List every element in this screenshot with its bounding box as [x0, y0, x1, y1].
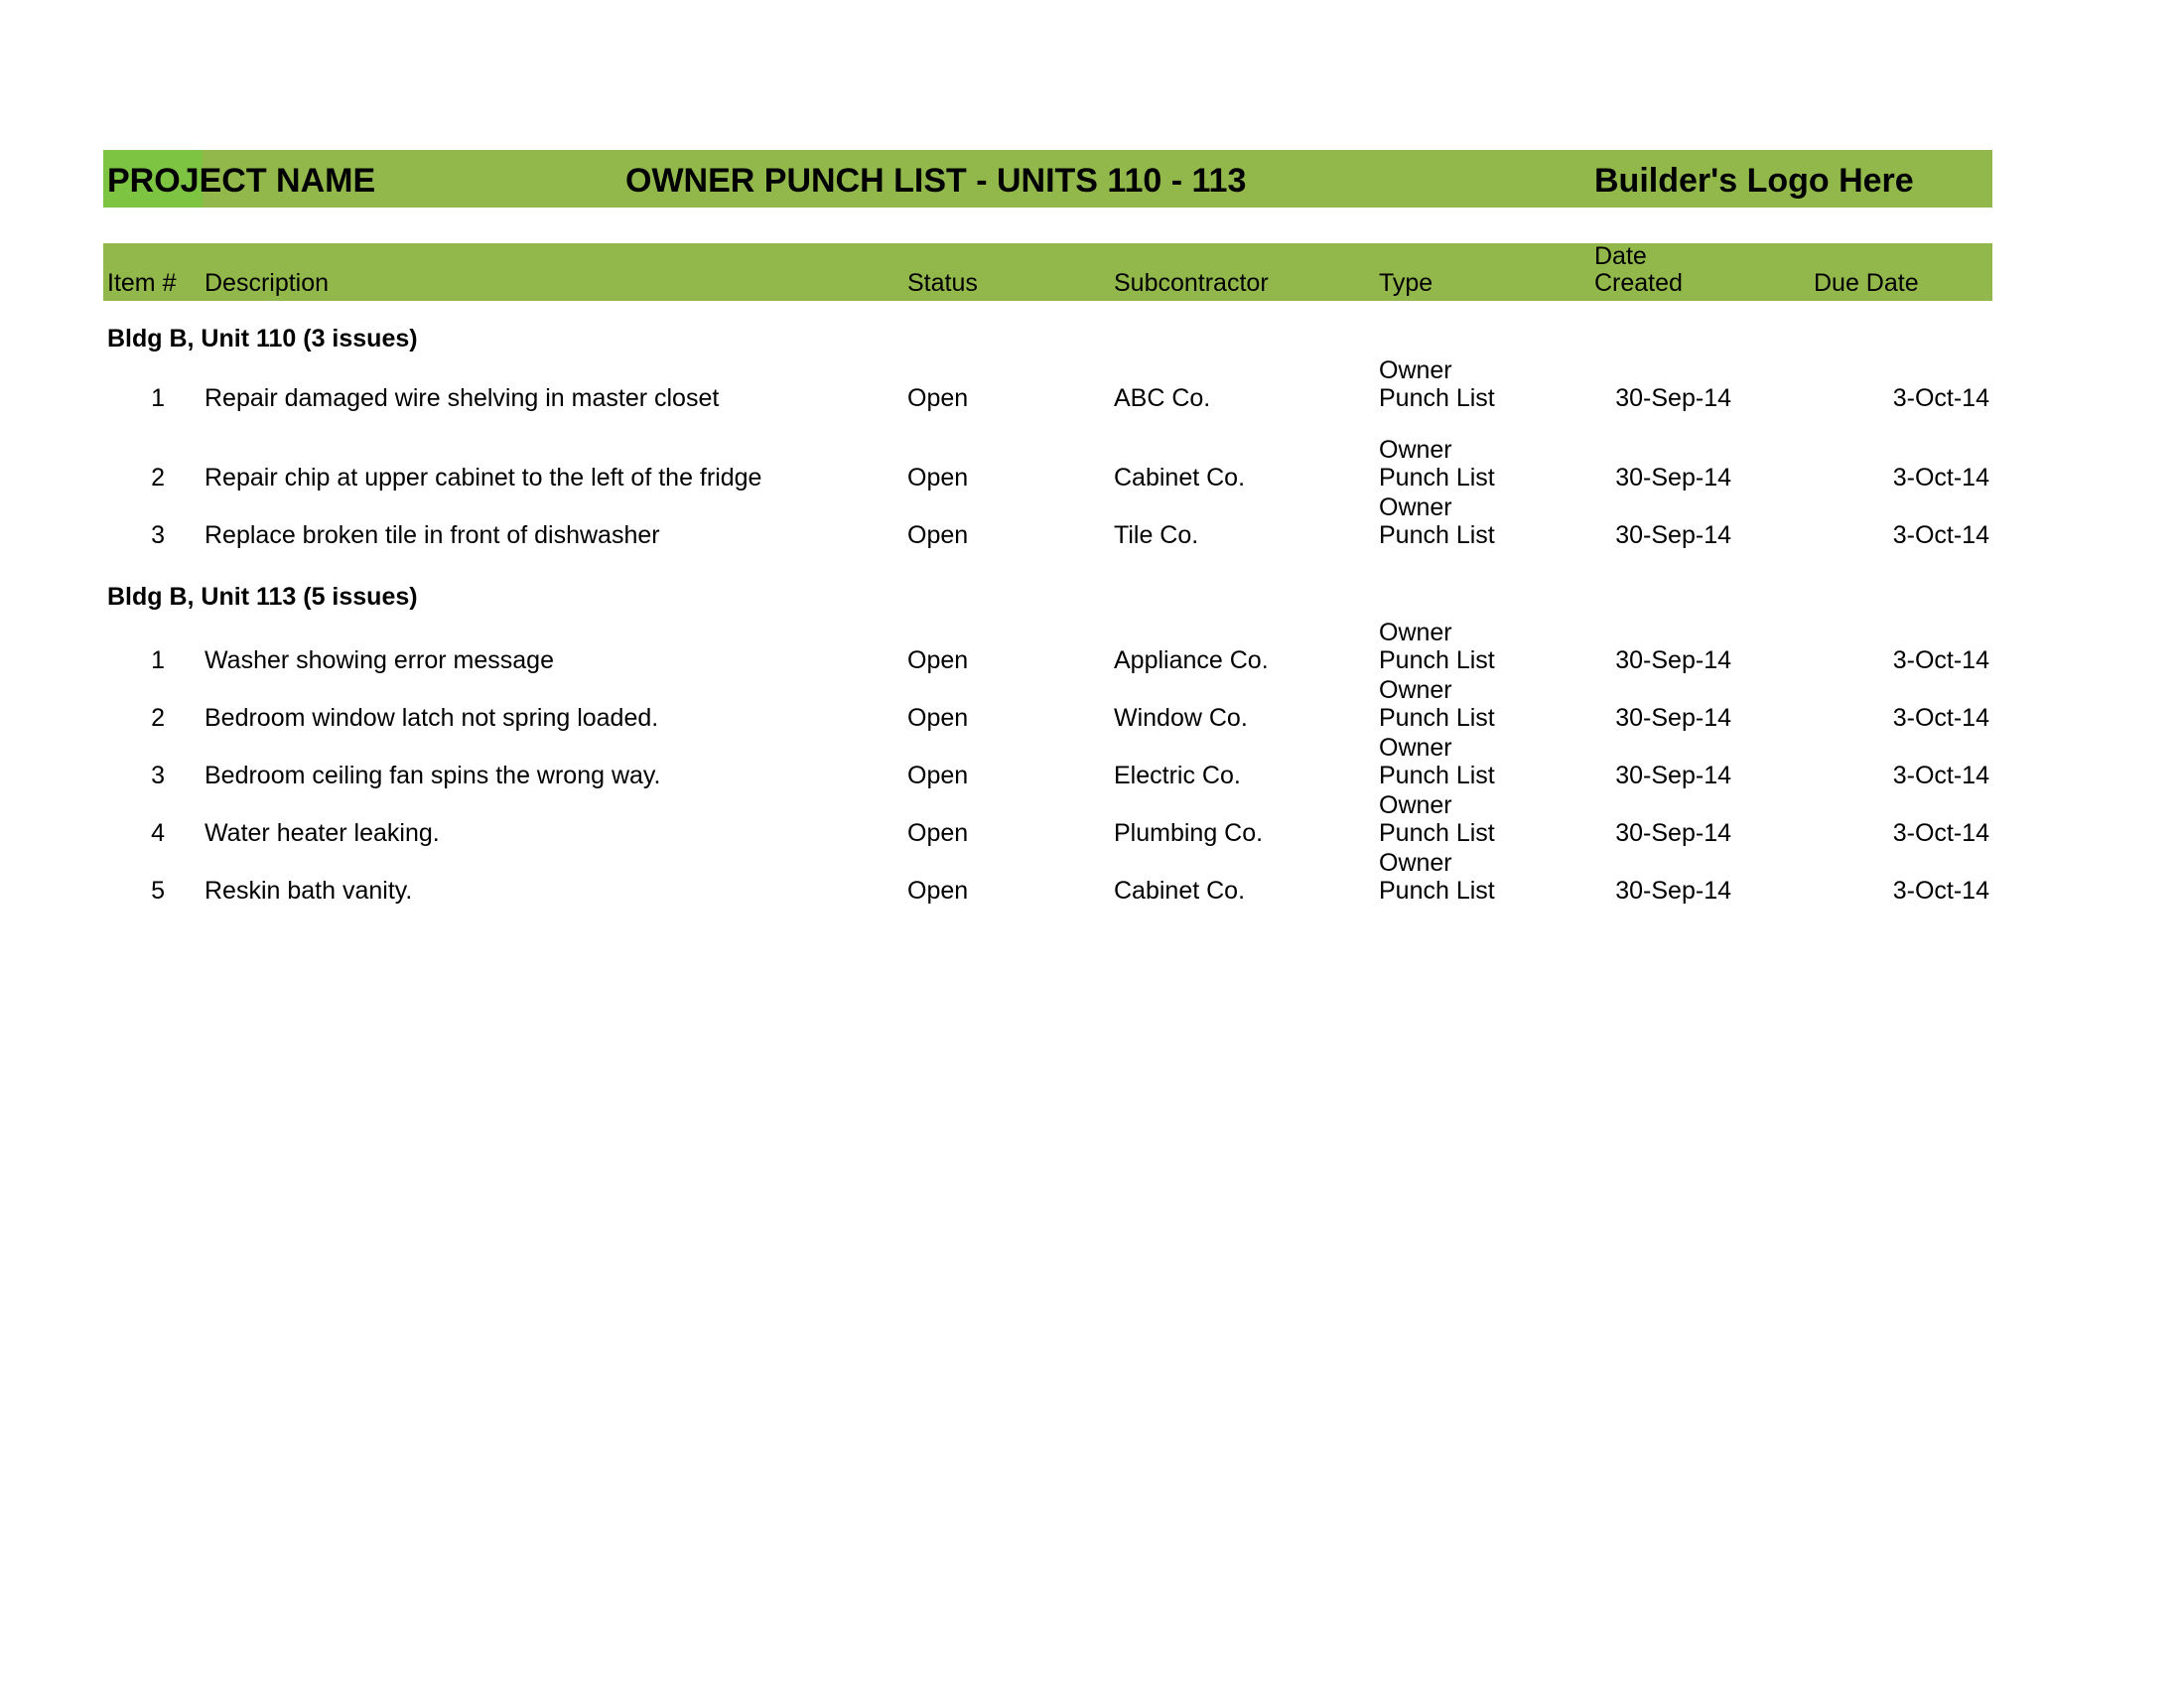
item-number: 1: [151, 384, 165, 412]
due-date-cell: 3-Oct-14: [1892, 384, 1989, 412]
table-row[interactable]: [103, 793, 1992, 849]
subcontractor-cell: Tile Co.: [1114, 521, 1199, 549]
type-cell: [1379, 734, 1548, 789]
date-created-cell: 30-Sep-14: [1615, 521, 1731, 549]
type-cell: [1379, 791, 1548, 847]
group-title: Bldg B, Unit 113 (5 issues): [107, 583, 418, 611]
subcontractor-cell: ABC Co.: [1114, 384, 1211, 412]
type-line2: Punch List: [1379, 877, 1495, 905]
type-line2: Punch List: [1379, 384, 1495, 412]
type-line1: Owner: [1379, 849, 1452, 877]
page-title: OWNER PUNCH LIST - UNITS 110 - 113: [625, 162, 1247, 200]
status-cell: Open: [907, 384, 969, 412]
type-line2: Punch List: [1379, 704, 1495, 732]
item-number: 4: [151, 819, 165, 847]
status-cell: Open: [907, 762, 969, 789]
date-created-cell: 30-Sep-14: [1615, 762, 1731, 789]
header-due-date: Due Date: [1814, 269, 1919, 297]
type-line2: Punch List: [1379, 464, 1495, 492]
due-date-cell: 3-Oct-14: [1892, 521, 1989, 549]
description-cell: Washer showing error message: [205, 646, 554, 674]
status-cell: Open: [907, 704, 969, 732]
header-description: Description: [205, 269, 330, 297]
type-line2: Punch List: [1379, 819, 1495, 847]
header-status: Status: [907, 269, 978, 297]
type-line2: Punch List: [1379, 521, 1495, 549]
table-row[interactable]: [103, 621, 1992, 676]
subcontractor-cell: Plumbing Co.: [1114, 819, 1264, 847]
header-date-created: [1594, 243, 1683, 297]
table-row[interactable]: [103, 358, 1992, 414]
type-line2: Punch List: [1379, 762, 1495, 789]
subcontractor-cell: Cabinet Co.: [1114, 464, 1246, 492]
subcontractor-cell: Electric Co.: [1114, 762, 1241, 789]
date-created-cell: 30-Sep-14: [1615, 646, 1731, 674]
due-date-cell: 3-Oct-14: [1892, 704, 1989, 732]
date-created-cell: 30-Sep-14: [1615, 819, 1731, 847]
punch-list-sheet: [103, 150, 1992, 905]
builder-logo-placeholder: Builder's Logo Here: [1594, 162, 1914, 200]
description-cell: Repair chip at upper cabinet to the left of the fridge: [205, 464, 762, 492]
header-date-created-line2: Created: [1594, 269, 1683, 297]
status-cell: Open: [907, 521, 969, 549]
type-line1: Owner: [1379, 356, 1452, 384]
table-row[interactable]: [103, 438, 1992, 493]
date-created-cell: 30-Sep-14: [1615, 704, 1731, 732]
status-cell: Open: [907, 646, 969, 674]
item-number: 3: [151, 521, 165, 549]
description-cell: Replace broken tile in front of dishwasher: [205, 521, 660, 549]
header-subcontractor: Subcontractor: [1114, 269, 1269, 297]
description-cell: Bedroom window latch not spring loaded.: [205, 704, 659, 732]
due-date-cell: 3-Oct-14: [1892, 646, 1989, 674]
type-cell: [1379, 356, 1548, 412]
table-row[interactable]: [103, 495, 1992, 551]
due-date-cell: 3-Oct-14: [1892, 762, 1989, 789]
table-row[interactable]: [103, 736, 1992, 791]
due-date-cell: 3-Oct-14: [1892, 877, 1989, 905]
subcontractor-cell: Window Co.: [1114, 704, 1248, 732]
type-line1: Owner: [1379, 676, 1452, 704]
item-number: 2: [151, 704, 165, 732]
table-row[interactable]: [103, 678, 1992, 734]
project-name: PROJECT NAME: [107, 162, 376, 200]
group-title: Bldg B, Unit 110 (3 issues): [107, 325, 418, 352]
description-cell: Bedroom ceiling fan spins the wrong way.: [205, 762, 661, 789]
due-date-cell: 3-Oct-14: [1892, 464, 1989, 492]
item-number: 2: [151, 464, 165, 492]
title-band: [103, 150, 1992, 208]
column-header-row: [103, 243, 1992, 301]
item-number: 1: [151, 646, 165, 674]
subcontractor-cell: Cabinet Co.: [1114, 877, 1246, 905]
type-cell: [1379, 619, 1548, 674]
type-line1: Owner: [1379, 791, 1452, 819]
type-line1: Owner: [1379, 734, 1452, 762]
status-cell: Open: [907, 819, 969, 847]
header-type: Type: [1379, 269, 1433, 297]
type-cell: [1379, 436, 1548, 492]
status-cell: Open: [907, 464, 969, 492]
date-created-cell: 30-Sep-14: [1615, 464, 1731, 492]
type-cell: [1379, 676, 1548, 732]
type-line1: Owner: [1379, 436, 1452, 464]
date-created-cell: 30-Sep-14: [1615, 384, 1731, 412]
item-number: 5: [151, 877, 165, 905]
table-row[interactable]: [103, 851, 1992, 907]
header-item: Item #: [107, 269, 177, 297]
status-cell: Open: [907, 877, 969, 905]
due-date-cell: 3-Oct-14: [1892, 819, 1989, 847]
date-created-cell: 30-Sep-14: [1615, 877, 1731, 905]
header-date-created-line1: Date: [1594, 242, 1647, 270]
item-number: 3: [151, 762, 165, 789]
type-line2: Punch List: [1379, 646, 1495, 674]
type-cell: [1379, 849, 1548, 905]
description-cell: Reskin bath vanity.: [205, 877, 413, 905]
description-cell: Repair damaged wire shelving in master closet: [205, 384, 720, 412]
subcontractor-cell: Appliance Co.: [1114, 646, 1269, 674]
type-line1: Owner: [1379, 493, 1452, 521]
description-cell: Water heater leaking.: [205, 819, 440, 847]
type-line1: Owner: [1379, 619, 1452, 646]
type-cell: [1379, 493, 1548, 549]
